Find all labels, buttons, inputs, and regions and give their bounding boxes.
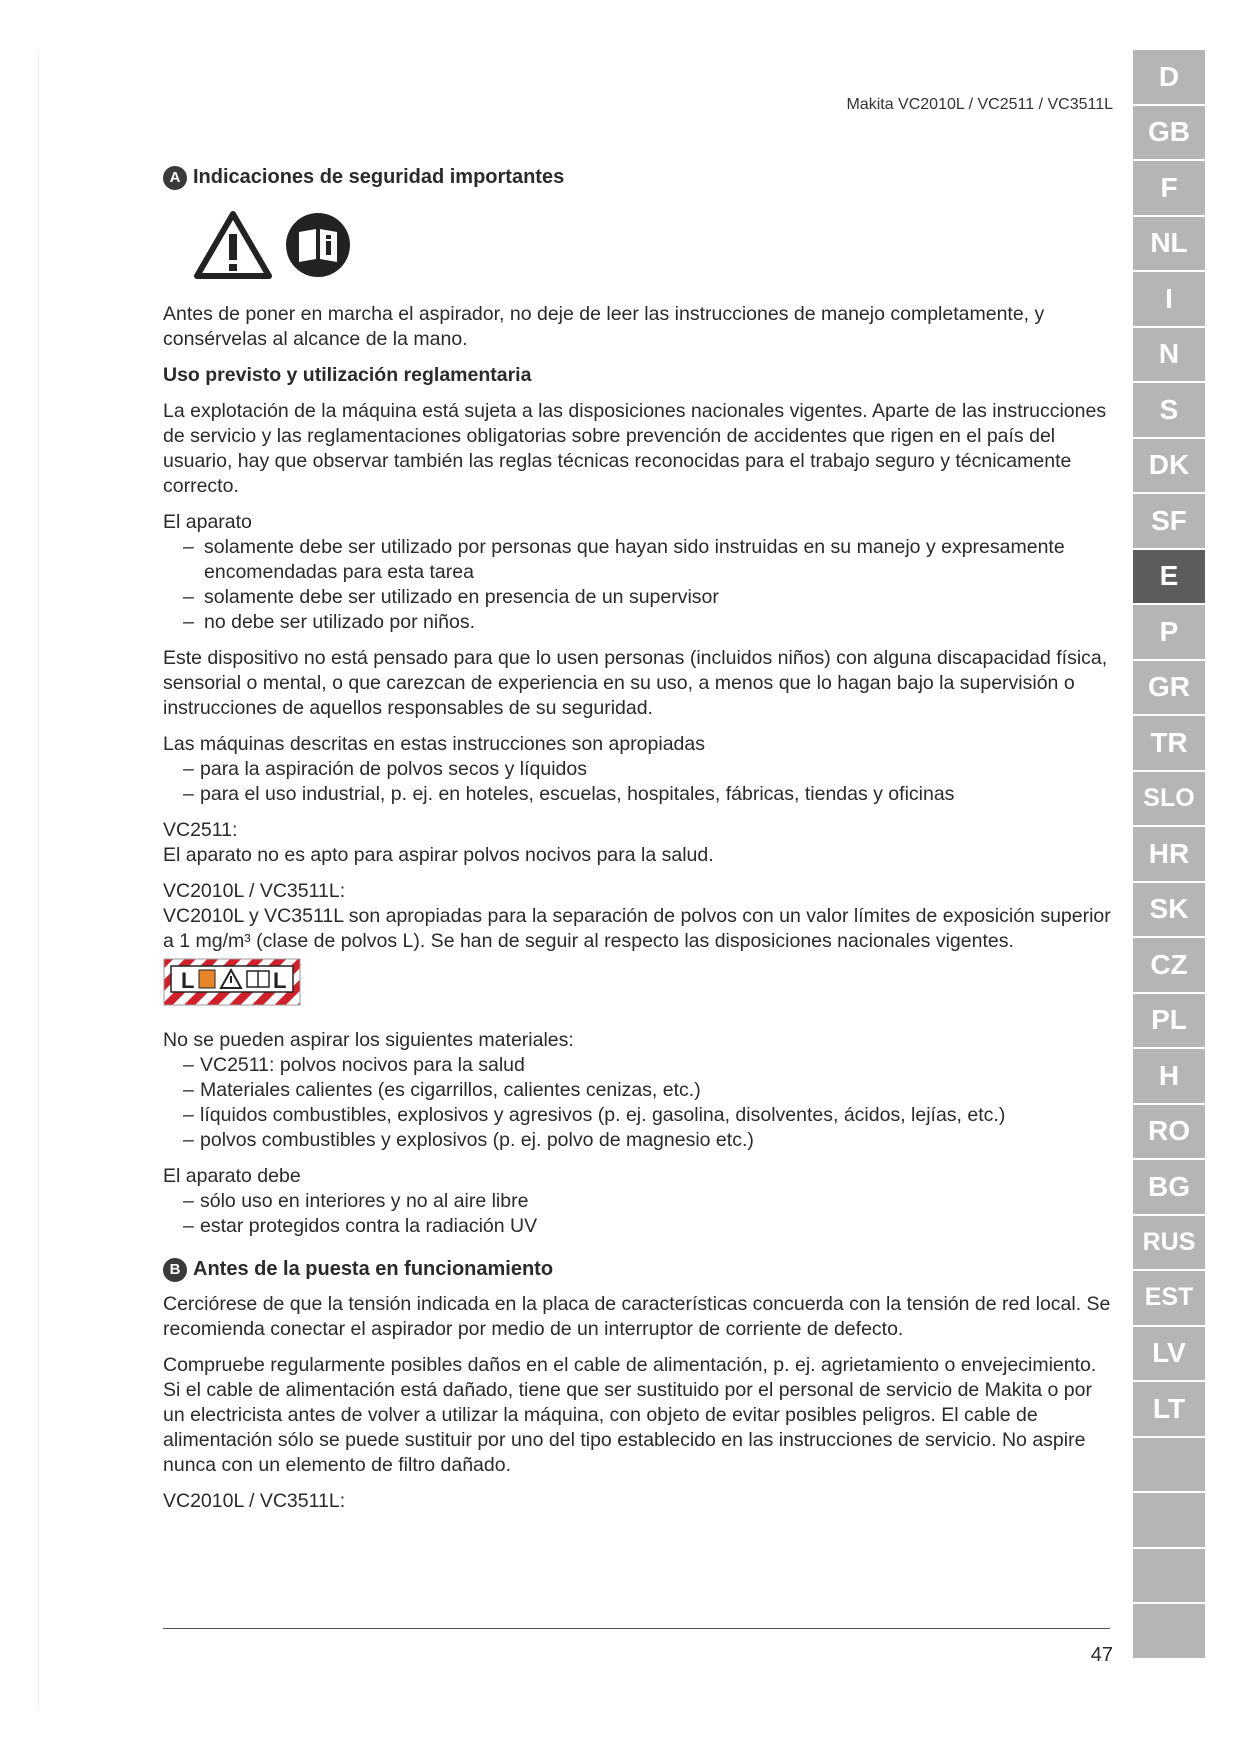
lang-tab-e[interactable]: E <box>1133 550 1205 604</box>
section-b-badge: B <box>163 1258 187 1282</box>
maquinas-list <box>163 757 1113 807</box>
lang-tab-blank <box>1133 1438 1205 1492</box>
debe-list <box>163 1189 1113 1239</box>
page-number: 47 <box>1090 1644 1113 1666</box>
lang-tab-gr[interactable]: GR <box>1133 661 1205 715</box>
section-b-title: Antes de la puesta en funcionamiento <box>193 1258 554 1280</box>
dust-class-l-label-icon <box>163 958 301 1006</box>
section-a-title: Indicaciones de seguridad importantes <box>193 166 565 188</box>
lang-tab-gb[interactable]: GB <box>1133 106 1205 160</box>
list-item: – solamente debe ser utilizado por personas que hayan sido instruidas en su manejo y expresamente encomendadas para esta tarea <box>163 535 1113 585</box>
read-manual-icon <box>285 212 351 278</box>
dust-class-letter-right: L <box>273 968 287 993</box>
lang-tab-d[interactable]: D <box>1133 50 1205 104</box>
lang-tab-nl[interactable]: NL <box>1133 217 1205 271</box>
list-item: – líquidos combustibles, explosivos y agresivos (p. ej. gasolina, disolventes, ácidos, lejías, etc.) <box>163 1103 1113 1128</box>
dust-class-letter-left: L <box>181 968 195 993</box>
disability-paragraph: Este dispositivo no está pensado para que lo usen personas (incluidos niños) con alguna discapacidad física, sensorial o mental, o que carezcan de experiencia en su uso, a menos que lo hagan bajo la supervisión o instrucciones de aquellos responsables de su seguridad. <box>163 647 1108 719</box>
list-item: – sólo uso en interiores y no al aire libre <box>163 1189 1113 1214</box>
lang-tab-sk[interactable]: SK <box>1133 883 1205 937</box>
lang-tab-cz[interactable]: CZ <box>1133 938 1205 992</box>
vc2010-model-note: VC2010L / VC3511L: <box>163 1490 346 1512</box>
lang-tab-p[interactable]: P <box>1133 605 1205 659</box>
list-item: – estar protegidos contra la radiación UV <box>163 1214 1113 1239</box>
safety-icons <box>193 210 1113 280</box>
aparato-lead: El aparato <box>163 511 252 533</box>
warning-triangle-icon <box>193 210 273 280</box>
language-tab-bar <box>1133 50 1205 1660</box>
lang-tab-blank <box>1133 1604 1205 1658</box>
voltage-paragraph: Cerciórese de que la tensión indicada en la placa de características concuerda con la tensión de red local. Se recomienda conectar el aspirador por medio de un interruptor de corriente de defecto. <box>163 1293 1111 1340</box>
list-item: – polvos combustibles y explosivos (p. ej. polvo de magnesio etc.) <box>163 1128 1113 1153</box>
lang-tab-ro[interactable]: RO <box>1133 1105 1205 1159</box>
regulations-paragraph: La explotación de la máquina está sujeta a las disposiciones nacionales vigentes. Aparte de las instrucciones de servicio y las reglamentaciones obligatorias sobre prevención de accidentes que rigen en el país del usuario, hay que observar también las reglas técnicas reconocidas para el trabajo seguro y técnicamente correcto. <box>163 400 1107 497</box>
section-b-heading <box>163 1257 1113 1282</box>
lang-tab-f[interactable]: F <box>1133 161 1205 215</box>
maquinas-lead: Las máquinas descritas en estas instrucciones son apropiadas <box>163 733 705 755</box>
lang-tab-n[interactable]: N <box>1133 328 1205 382</box>
lang-tab-bg[interactable]: BG <box>1133 1160 1205 1214</box>
intended-use-subheading: Uso previsto y utilización reglamentaria <box>163 364 532 386</box>
aparato-list <box>163 535 1113 635</box>
lang-tab-i[interactable]: I <box>1133 272 1205 326</box>
vc2511-text: El aparato no es apto para aspirar polvos nocivos para la salud. <box>163 844 714 866</box>
lang-tab-rus[interactable]: RUS <box>1133 1216 1205 1270</box>
section-a-badge: A <box>163 166 187 190</box>
lang-tab-lt[interactable]: LT <box>1133 1382 1205 1436</box>
page-edge <box>38 50 39 1710</box>
list-item: – para la aspiración de polvos secos y líquidos <box>163 757 1113 782</box>
document-body <box>163 165 1113 1525</box>
list-item: – Materiales calientes (es cigarrillos, calientes cenizas, etc.) <box>163 1078 1113 1103</box>
lang-tab-s[interactable]: S <box>1133 383 1205 437</box>
list-item: – VC2511: polvos nocivos para la salud <box>163 1053 1113 1078</box>
no-aspirar-list <box>163 1053 1113 1153</box>
lang-tab-h[interactable]: H <box>1133 1049 1205 1103</box>
cable-paragraph: Compruebe regularmente posibles daños en el cable de alimentación, p. ej. agrietamiento o envejecimiento. Si el cable de alimentación está dañado, tiene que ser sustituido por el personal de servicio de Makita o por un electricista antes de volver a utilizar la máquina, con objeto de evitar posibles peligros. El cable de alimentación sólo se puede sustituir por uno del tipo establecido en las instrucciones de servicio. No aspire nunca con un elemento de filtro dañado. <box>163 1354 1097 1476</box>
footer-divider <box>163 1628 1110 1629</box>
list-item: – para el uso industrial, p. ej. en hoteles, escuelas, hospitales, fábricas, tiendas y oficinas <box>163 782 1113 807</box>
lang-tab-pl[interactable]: PL <box>1133 994 1205 1048</box>
lang-tab-slo[interactable]: SLO <box>1133 772 1205 826</box>
no-aspirar-lead: No se pueden aspirar los siguientes materiales: <box>163 1029 574 1051</box>
lang-tab-tr[interactable]: TR <box>1133 716 1205 770</box>
vc2511-label: VC2511: <box>163 819 238 841</box>
vc2010-text: VC2010L y VC3511L son apropiadas para la separación de polvos con un valor límites de exposición superior a 1 mg/m³ (clase de polvos L). Se han de seguir al respecto las disposiciones nacionales vigentes. <box>163 905 1111 952</box>
section-a-heading <box>163 165 1113 190</box>
lang-tab-blank <box>1133 1493 1205 1547</box>
lang-tab-blank <box>1133 1549 1205 1603</box>
lang-tab-est[interactable]: EST <box>1133 1271 1205 1325</box>
lang-tab-dk[interactable]: DK <box>1133 439 1205 493</box>
list-item: – solamente debe ser utilizado en presencia de un supervisor <box>163 585 1113 610</box>
lang-tab-sf[interactable]: SF <box>1133 494 1205 548</box>
debe-lead: El aparato debe <box>163 1165 301 1187</box>
intro-paragraph: Antes de poner en marcha el aspirador, no deje de leer las instrucciones de manejo completamente, y consérvelas al alcance de la mano. <box>163 303 1045 350</box>
list-item: – no debe ser utilizado por niños. <box>163 610 1113 635</box>
lang-tab-hr[interactable]: HR <box>1133 827 1205 881</box>
document-header-title: Makita VC2010L / VC2511 / VC3511L <box>846 96 1113 113</box>
vc2010-label: VC2010L / VC3511L: <box>163 880 346 902</box>
lang-tab-lv[interactable]: LV <box>1133 1327 1205 1381</box>
